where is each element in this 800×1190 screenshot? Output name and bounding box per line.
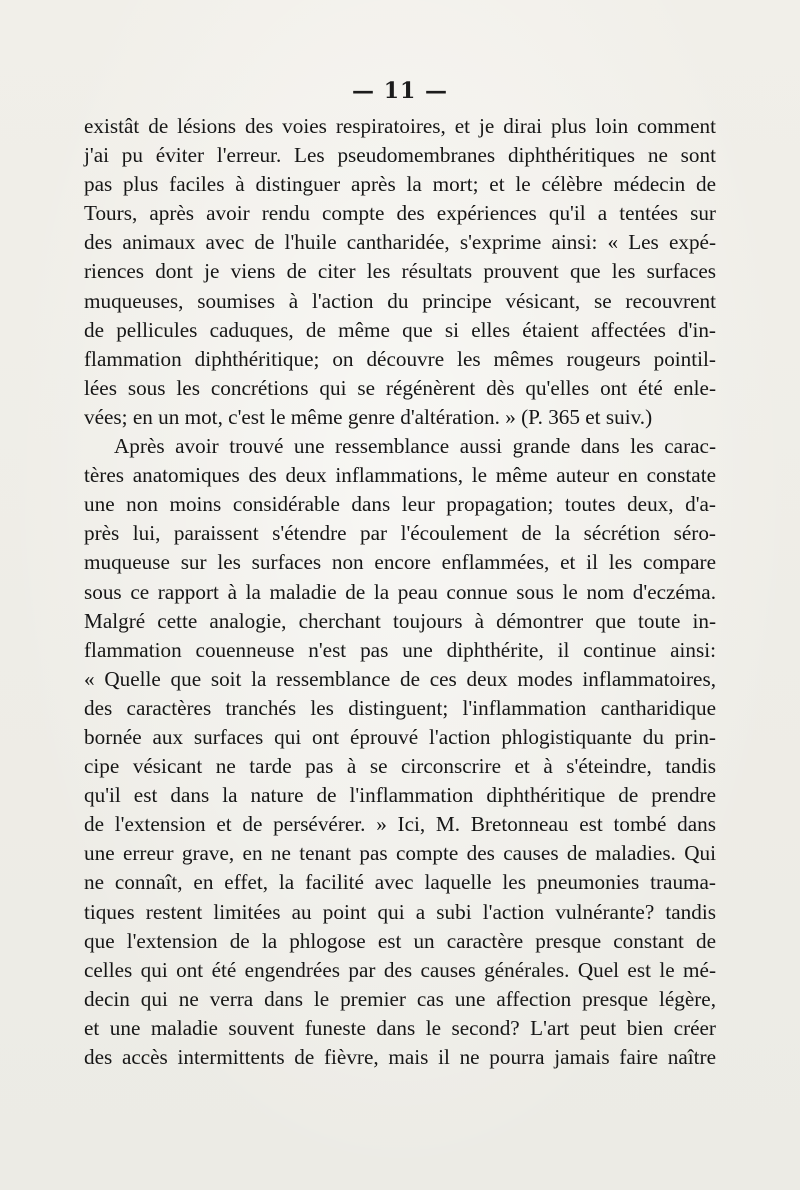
text-line: une non moins considérable dans leur propagation; toutes deux, d'a- bbox=[84, 492, 716, 517]
page-number: — 11 — bbox=[352, 78, 448, 104]
text-line: une erreur grave, en ne tenant pas compte des causes de maladies. Qui bbox=[84, 841, 716, 866]
text-line: lées sous les concrétions qui se régénèrent dès qu'elles ont été enle- bbox=[84, 375, 716, 400]
text-line: flammation diphthéritique; on découvre les mêmes rougeurs pointil- bbox=[84, 346, 716, 371]
text-line: des accès intermittents de fièvre, mais il ne pourra jamais faire naître bbox=[84, 1045, 716, 1069]
text-line: « Quelle que soit la ressemblance de ces deux modes inflammatoires, bbox=[84, 666, 716, 691]
text-line: tères anatomiques des deux inflammations, le même auteur en constate bbox=[84, 463, 716, 488]
text-line: vées; en un mot, c'est le même genre d'altération. » (P. 365 et suiv.) bbox=[84, 404, 653, 429]
text-line: qu'il est dans la nature de l'inflammation diphthéritique de prendre bbox=[84, 783, 716, 808]
text-line: flammation couenneuse n'est pas une diphthérite, il continue ainsi: bbox=[84, 637, 716, 662]
text-line: j'ai pu éviter l'erreur. Les pseudomembranes diphthéritiques ne sont bbox=[84, 143, 716, 168]
text-line: et une maladie souvent funeste dans le second? L'art peut bien créer bbox=[84, 1015, 716, 1040]
text-line: sous ce rapport à la maladie de la peau connue sous le nom d'eczéma. bbox=[84, 579, 716, 604]
text-line: Tours, après avoir rendu compte des expériences qu'il a tentées sur bbox=[84, 201, 716, 226]
text-line: de pellicules caduques, de même que si elles étaient affectées d'in- bbox=[84, 317, 716, 342]
text-line: que l'extension de la phlogose est un caractère presque constant de bbox=[84, 928, 716, 953]
text-line: près lui, paraissent s'étendre par l'écoulement de la sécrétion séro- bbox=[84, 521, 716, 546]
text-line: des caractères tranchés les distinguent; l'inflammation cantharidique bbox=[84, 695, 716, 720]
paragraph-start-line: Après avoir trouvé une ressemblance aussi grande dans les carac- bbox=[114, 434, 716, 459]
text-line: existât de lésions des voies respiratoires, et je dirai plus loin comment bbox=[84, 114, 716, 138]
text-line: bornée aux surfaces qui ont éprouvé l'action phlogistiquante du prin- bbox=[84, 724, 716, 749]
text-line: pas plus faciles à distinguer après la mort; et le célèbre médecin de bbox=[84, 172, 716, 197]
text-line: de l'extension et de persévérer. » Ici, M. Bretonneau est tombé dans bbox=[84, 812, 716, 837]
text-line: cipe vésicant ne tarde pas à se circonscrire et à s'éteindre, tandis bbox=[84, 754, 716, 779]
text-line: Malgré cette analogie, cherchant toujours à démontrer que toute in- bbox=[84, 608, 716, 633]
text-line: riences dont je viens de citer les résultats prouvent que les surfaces bbox=[84, 259, 716, 284]
body-text bbox=[84, 112, 716, 1072]
text-line: ne connaît, en effet, la facilité avec laquelle les pneumonies trauma- bbox=[84, 870, 716, 895]
text-line: tiques restent limitées au point qui a subi l'action vulnérante? tandis bbox=[84, 899, 716, 924]
text-line: muqueuse sur les surfaces non encore enflammées, et il les compare bbox=[84, 550, 716, 575]
text-line: des animaux avec de l'huile cantharidée, s'exprime ainsi: « Les expé- bbox=[84, 230, 716, 255]
text-line: muqueuses, soumises à l'action du principe vésicant, se recouvrent bbox=[84, 288, 716, 313]
text-line: celles qui ont été engendrées par des causes générales. Quel est le mé- bbox=[84, 957, 716, 982]
text-line: decin qui ne verra dans le premier cas une affection presque légère, bbox=[84, 986, 716, 1011]
